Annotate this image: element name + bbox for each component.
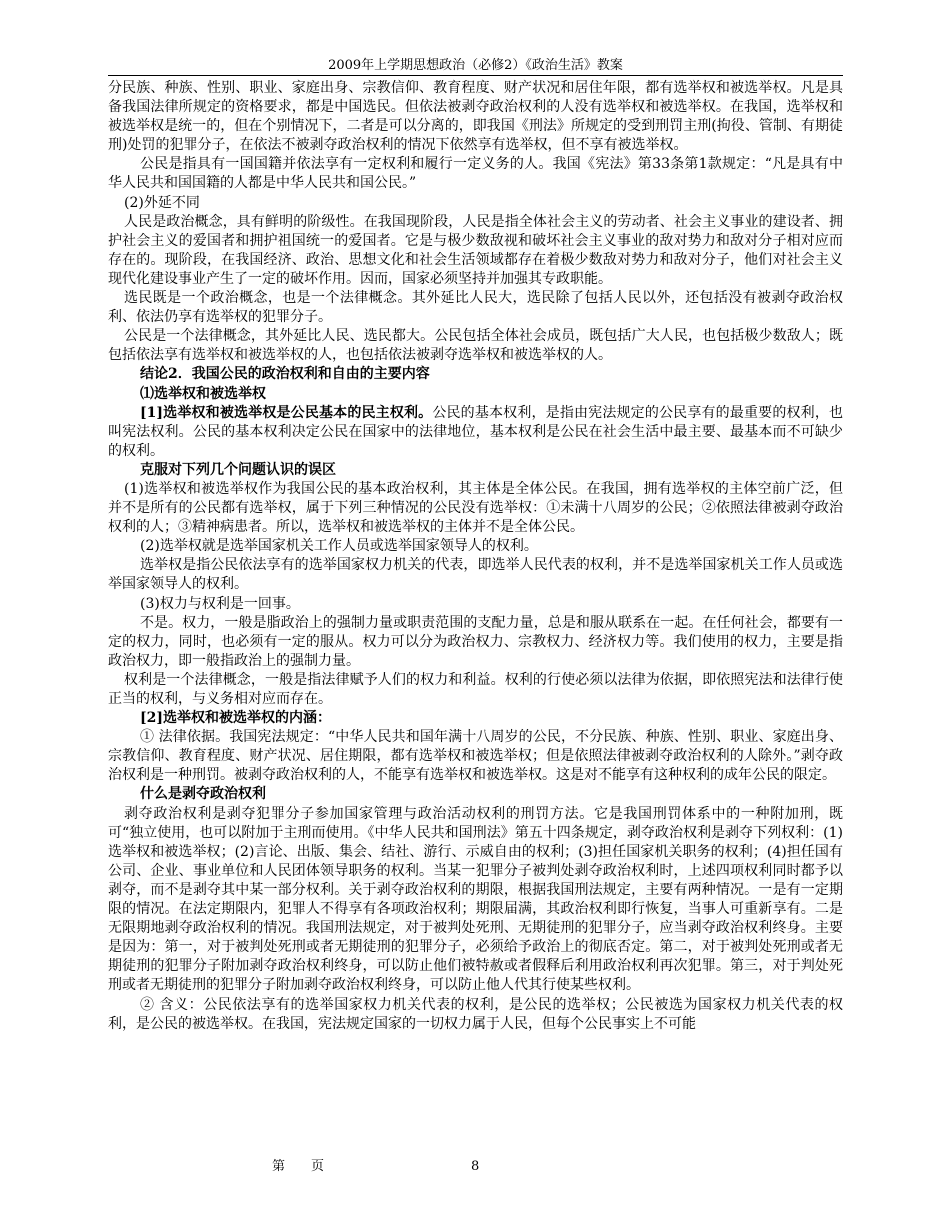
body-paragraph: 权利是一个法律概念，一般是指法律赋予人们的权力和利益。权利的行使必须以法律为依据，即依照宪法和法律行使正当的权利，与义务相对应而存在。	[108, 671, 843, 707]
body-paragraph: 不是。权力，一般是脂政治上的强制力量或职责范围的支配力量，总是和服从联系在一起。在任何社会，都要有一定的权力，同时，也必须有一定的服从。权力可以分为政治权力、宗教权力、经济权力等。我们使用的权力，主要是指政治权力，即一般指政治上的强制力量。	[108, 614, 843, 669]
body-paragraph: 公民是一个法律概念，其外延比人民、选民都大。公民包括全体社会成员，既包括广大人民，也包括极少数敌人；既包括依法享有选举权和被选举权的人，也包括依法被剥夺选举权和被选举权的人。	[108, 328, 843, 364]
page-number: 8	[471, 1159, 480, 1174]
section-heading: [2]选举权和被选举权的内涵：	[140, 710, 331, 727]
body-paragraph: 分民族、种族、性别、职业、家庭出身、宗教信仰、教育程度、财产状况和居住年限，都有选举权和被选举权。凡是具备我国法律所规定的资格要求，都是中国选民。但依法被剥夺政治权利的人没有选举权和被选举权。在我国，选举权和被选举权是统一的，但在个别情况下，二者是可以分离的，即我国《刑法》所规定的受到刑罚主刑(拘役、管制、有期徒刑)处罚的犯罪分子，在依法不被剥夺政治权利的情况下依然享有选举权，但不享有被选举权。	[108, 80, 843, 154]
bold-lead: [1]选举权和被选举权是公民基本的民主权利。	[140, 404, 433, 421]
page-header: 2009年上学期思想政治（必修2）《政治生活》教案	[328, 58, 623, 73]
body-paragraph: 选民既是一个政治概念，也是一个法律概念。其外延比人民大，选民除了包括人民以外，还包括没有被剥夺政治权利、依法仍享有选举权的犯罪分子。	[108, 290, 843, 326]
document-body	[108, 79, 843, 1034]
header-rule	[108, 75, 843, 76]
conclusion-heading: 结论2．我国公民的政治权利和自由的主要内容	[140, 366, 430, 383]
body-paragraph: (1)选举权和被选举权作为我国公民的基本政治权利，其主体是全体公民。在我国，拥有选举权的主体空前广泛，但并不是所有的公民都有选举权，属于下列三种情况的公民没有选举权：①未满十八周岁的公民；②依照法律被剥夺政治权利的人；③精神病患者。所以，选举权和被选举权的主体并不是全体公民。	[108, 480, 843, 536]
subheading: (2)外延不同	[124, 194, 200, 211]
section-heading: 克服对下列几个问题认识的误区	[140, 461, 336, 478]
body-paragraph: ② 含义：公民依法享有的选举国家权力机关代表的权利，是公民的选举权；公民被选为国家权力机关代表的权利，是公民的被选举权。在我国，宪法规定国家的一切权力属于人民，但每个公民事实上不可能	[108, 996, 843, 1032]
body-text: 公民的基本权利，是指由宪法规定的公民享有的最重要的权利，也叫宪法权利。公民的基本权利决定公民在国家中的法律地位，基本权利是公民在社会生活中最主要、最基本而不可缺少的权利。	[108, 404, 843, 459]
subheading: (3)权力与权利是一回事。	[140, 595, 300, 612]
body-paragraph: 公民是指具有一国国籍并依法享有一定权利和履行一定义务的人。我国《宪法》第33条第1款规定：“凡是具有中华人民共和国国籍的人都是中华人民共和国公民。”	[108, 156, 843, 192]
section-heading: 什么是剥夺政治权利	[140, 786, 266, 803]
body-paragraph: 选举权是指公民依法享有的选举国家权力机关的代表，即选举人民代表的权利，并不是选举国家机关工作人员或选举国家领导人的权利。	[108, 557, 843, 593]
subheading: (2)选举权就是选举国家机关工作人员或选举国家领导人的权利。	[140, 538, 538, 555]
body-paragraph: 人民是政治概念，具有鲜明的阶级性。在我国现阶段，人民是指全体社会主义的劳动者、社会主义事业的建设者、拥护社会主义的爱国者和拥护祖国统一的爱国者。它是与极少数敌视和破坏社会主义事业的敌对势力和敌对分子相对应而存在的。现阶段，在我国经济、政治、思想文化和社会生活领域都存在着极少数敌对势力和敌对分子，他们对社会主义现代化建设事业产生了一定的破坏作用。因而，国家必须坚持并加强其专政职能。	[108, 213, 843, 287]
body-paragraph: 剥夺政治权利是剥夺犯罪分子参加国家管理与政治活动权利的刑罚方法。它是我国刑罚体系中的一种附加刑，既可“独立使用，也可以附加于主刑而使用。《中华人民共和国刑法》第五十四条规定，剥夺政治权利是剥夺下列权利：(1)选举权和被选举权；(2)言论、出版、集会、结社、游行、示威自由的权利；(3)担任国家机关职务的权利；(4)担任国有公司、企业、事业单位和人民团体领导职务的权利。当某一犯罪分子被判处剥夺政治权利时，上述四项权利同时都予以剥夺，而不是剥夺其中某一部分权利。关于剥夺政治权利的期限，根据我国刑法规定，主要有两种情况。一是有一定期限的情况。在法定期限内，犯罪人不得享有各项政治权利；期限届满，其政治权利即行恢复，当事人可重新享有。二是无限期地剥夺政治权利的情况。我国刑法规定，对于被判处死刑、无期徒刑的犯罪分子，应当剥夺政治权利终身。主要是因为：第一，对于被判处死刑或者无期徒刑的犯罪分子，必须给予政治上的彻底否定。第二，对于被判处死刑或者无期徒刑的犯罪分子附加剥夺政治权利终身，可以防止他们被特赦或者假释后利用政治权利再次犯罪。第三，对于判处死刑或者无期徒刑的犯罪分子附加剥夺政治权利终身，可以防止他人代其行使某些权利。	[108, 805, 843, 994]
body-paragraph: ① 法律依据。我国宪法规定：“中华人民共和国年满十八周岁的公民，不分民族、种族、性别、职业、家庭出身、宗教信仰、教育程度、财产状况、居住期限，都有选举权和被选举权；但是依照法律被剥夺政治权利的人除外。”剥夺政治权利是一种刑罚。被剥夺政治权利的人，不能享有选举权和被选举权。这是对不能享有这种权利的成年公民的限定。	[108, 729, 843, 784]
page-label: 第 页	[272, 1159, 325, 1174]
section-heading: ⑴选举权和被选举权	[140, 385, 266, 402]
